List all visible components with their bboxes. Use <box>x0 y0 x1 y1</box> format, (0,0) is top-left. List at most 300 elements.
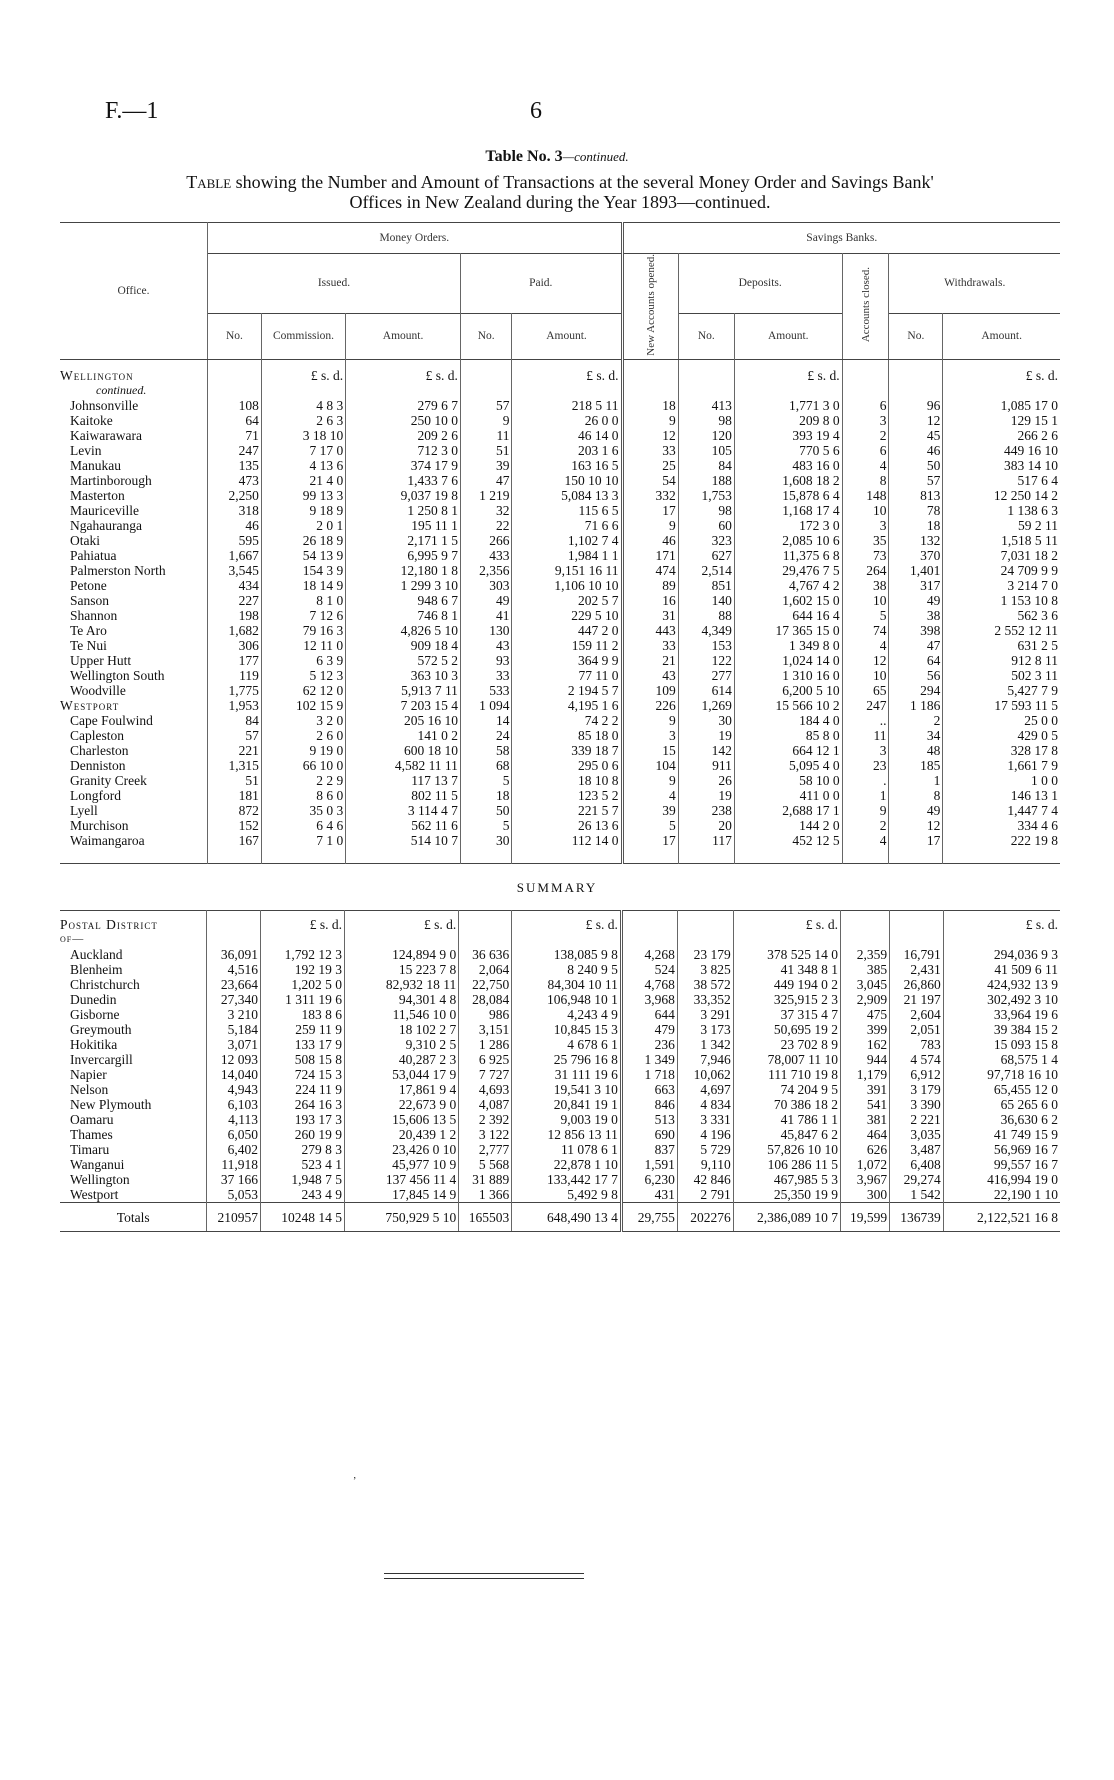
cell-d-no: 20 <box>678 818 734 833</box>
cell-closed: 247 <box>842 698 889 713</box>
cell-d-no: 3 173 <box>677 1022 733 1037</box>
cell-p-amt: 77 11 0 <box>512 668 622 683</box>
cell-w-no: 398 <box>889 623 943 638</box>
cell-c: 3 18 10 <box>261 428 345 443</box>
cell-d-amt: 25,350 19 9 <box>733 1187 840 1203</box>
office-name: Granity Creek <box>70 772 147 788</box>
cell-c: 8 1 0 <box>261 593 345 608</box>
summary-table-body <box>60 911 1060 1232</box>
col-issued: Issued. <box>208 254 461 314</box>
cell-i-no: 1,682 <box>208 623 262 638</box>
cell-w-no: 2,604 <box>890 1007 944 1022</box>
cell-d-amt: 6,200 5 10 <box>734 683 842 698</box>
cell-i-no: 4,113 <box>207 1112 261 1127</box>
office-name: Shannon <box>70 607 118 623</box>
table-row <box>60 803 1060 818</box>
cell-i-no: 181 <box>208 788 262 803</box>
cell-i-no: 1,953 <box>208 698 262 713</box>
cell-c: 4 8 3 <box>261 398 345 413</box>
cell-i-amt: 1 250 8 1 <box>346 503 461 518</box>
cell-d-no: 153 <box>678 638 734 653</box>
cell-d-no: 140 <box>678 593 734 608</box>
cell-d-amt: 70 386 18 2 <box>733 1097 840 1112</box>
cell-p-amt: 4,195 1 6 <box>512 698 622 713</box>
table-row <box>60 728 1060 743</box>
cell-w-no: 132 <box>889 533 943 548</box>
cell-new: 846 <box>621 1097 677 1112</box>
cell-d-no: 10,062 <box>677 1067 733 1082</box>
cell-d-no: 60 <box>678 518 734 533</box>
cell-d-amt: 1,602 15 0 <box>734 593 842 608</box>
cell-new: 524 <box>621 962 677 977</box>
cell-c: 5 12 3 <box>261 668 345 683</box>
cell-i-amt: 195 11 1 <box>346 518 461 533</box>
cell-c: 259 11 9 <box>261 1022 345 1037</box>
cell-c: 1,948 7 5 <box>261 1172 345 1187</box>
cell-w-no: 49 <box>889 593 943 608</box>
cell-i-no: 23,664 <box>207 977 261 992</box>
table-row <box>60 653 1060 668</box>
table-row <box>60 533 1060 548</box>
cell-new: 690 <box>621 1127 677 1142</box>
cell-i-no: 221 <box>208 743 262 758</box>
cell-new: 33 <box>622 443 678 458</box>
table-row <box>60 503 1060 518</box>
group-sub-row <box>60 383 1060 398</box>
cell-c: 2 0 1 <box>261 518 345 533</box>
cell-p-no: 3 122 <box>459 1127 512 1142</box>
cell-c: 183 8 6 <box>261 1007 345 1022</box>
cell-closed: 4 <box>842 833 889 848</box>
office-name: Wellington South <box>70 667 165 683</box>
office-name: Murchison <box>70 817 129 833</box>
cell-w-amt: 146 13 1 <box>943 788 1060 803</box>
cell-d-amt: 184 4 0 <box>734 713 842 728</box>
cell-w-no: 12 <box>889 818 943 833</box>
office-name: Greymouth <box>70 1022 132 1037</box>
cell-new: 15 <box>622 743 678 758</box>
cell-i-amt: 374 17 9 <box>346 458 461 473</box>
cell-p-amt: 229 5 10 <box>512 608 622 623</box>
cell-c: 243 4 9 <box>261 1187 345 1203</box>
cell-d-amt: 393 19 4 <box>734 428 842 443</box>
cell-i-no: 5,053 <box>207 1187 261 1203</box>
cell-i-amt: 141 0 2 <box>346 728 461 743</box>
office-name: Pahiatua <box>70 547 117 563</box>
cell-w-amt: 39 384 15 2 <box>943 1022 1060 1037</box>
cell-d-amt: 41 348 8 1 <box>733 962 840 977</box>
cell-w-no: 8 <box>889 788 943 803</box>
cell-d-amt: 17 365 15 0 <box>734 623 842 638</box>
cell-i-amt: 9,037 19 8 <box>346 488 461 503</box>
cell-i-amt: 82,932 18 11 <box>344 977 458 992</box>
cell-new: 1 718 <box>621 1067 677 1082</box>
col-deposits-amount: Amount. <box>734 313 842 359</box>
cell-w-no: 4 574 <box>890 1052 944 1067</box>
cell-new: 33 <box>622 638 678 653</box>
cell-p-no: 7 727 <box>459 1067 512 1082</box>
col-new-accounts <box>622 254 678 360</box>
cell-c: 508 15 8 <box>261 1052 345 1067</box>
cell-w-amt: 15 093 15 8 <box>943 1037 1060 1052</box>
cell-d-no: 26 <box>678 773 734 788</box>
cell-d-amt: 58 10 0 <box>734 773 842 788</box>
cell-p-no: 533 <box>460 683 512 698</box>
cell-i-no: 3,545 <box>208 563 262 578</box>
cell-d-no: 1,753 <box>678 488 734 503</box>
cell-c: 21 4 0 <box>261 473 345 488</box>
cell-new: 4,768 <box>621 977 677 992</box>
cell-w-no: 56 <box>889 668 943 683</box>
table-row <box>60 683 1060 698</box>
cell-c: 224 11 9 <box>261 1082 345 1097</box>
office-name: Otaki <box>70 532 100 548</box>
table-subtitle <box>60 172 1060 212</box>
cell-d-amt: 378 525 14 0 <box>733 947 840 962</box>
office-name: Manukau <box>70 457 121 473</box>
cell-i-amt: 9,310 2 5 <box>344 1037 458 1052</box>
cell-c: 54 13 9 <box>261 548 345 563</box>
cell-i-no: 57 <box>208 728 262 743</box>
cell-d-amt: 37 315 4 7 <box>733 1007 840 1022</box>
cell-w-no: 48 <box>889 743 943 758</box>
cell-p-no: 24 <box>460 728 512 743</box>
col-paid-no: No. <box>460 313 512 359</box>
cell-i-amt: 205 16 10 <box>346 713 461 728</box>
cell-c: 2 2 9 <box>261 773 345 788</box>
cell-d-amt: 644 16 4 <box>734 608 842 623</box>
cell-i-no: 36,091 <box>207 947 261 962</box>
table-row <box>60 1127 1060 1142</box>
office-name: Petone <box>70 577 107 593</box>
cell-d-no: 98 <box>678 503 734 518</box>
table-row <box>60 758 1060 773</box>
cell-p-no: 18 <box>460 788 512 803</box>
office-name: Blenheim <box>70 962 123 977</box>
cell-i-amt: 15,606 13 5 <box>344 1112 458 1127</box>
office-name: Ngahauranga <box>70 517 142 533</box>
cell-w-no: 317 <box>889 578 943 593</box>
cell-closed: .. <box>842 713 889 728</box>
cell-w-amt: 65,455 12 0 <box>943 1082 1060 1097</box>
cell-c: 6 4 6 <box>261 818 345 833</box>
cell-w-amt: 222 19 8 <box>943 833 1060 848</box>
cell-new: 12 <box>622 428 678 443</box>
cell-d-no: 5 729 <box>677 1142 733 1157</box>
cell-i-amt: 22,673 9 0 <box>344 1097 458 1112</box>
cell-d-amt: 1,608 18 2 <box>734 473 842 488</box>
cell-d-no: 84 <box>678 458 734 473</box>
group-name: Wellington <box>60 367 134 383</box>
cell-closed: 73 <box>842 548 889 563</box>
cell-w-amt: 383 14 10 <box>943 458 1060 473</box>
office-name: Te Nui <box>70 637 107 653</box>
cell-p-amt: 221 5 7 <box>512 803 622 818</box>
cell-d-amt: 172 3 0 <box>734 518 842 533</box>
cell-w-amt: 97,718 16 10 <box>943 1067 1060 1082</box>
cell-i-no: 306 <box>208 638 262 653</box>
cell-p-amt: 71 6 6 <box>512 518 622 533</box>
cell-p-no: 41 <box>460 608 512 623</box>
cell-i-amt: 12,180 1 8 <box>346 563 461 578</box>
cell-d-amt: 209 8 0 <box>734 413 842 428</box>
cell-new: 474 <box>622 563 678 578</box>
cell-p-no: 22 <box>460 518 512 533</box>
cell-new: 9 <box>622 713 678 728</box>
cell-p-no: 36 636 <box>459 947 512 962</box>
cell-w-amt: 17 593 11 5 <box>943 698 1060 713</box>
cell-p-no: 30 <box>460 833 512 848</box>
cell-w-no: 2,051 <box>890 1022 944 1037</box>
cell-d-amt: 2,688 17 1 <box>734 803 842 818</box>
table-row <box>60 623 1060 638</box>
cell-new: 171 <box>622 548 678 563</box>
summary-sub-row <box>60 932 1060 947</box>
cell-w-amt: 266 2 6 <box>943 428 1060 443</box>
cell-d-no: 105 <box>678 443 734 458</box>
cell-d-no: 188 <box>678 473 734 488</box>
cell-d-no: 30 <box>678 713 734 728</box>
office-name: Kaiwarawara <box>70 427 142 443</box>
col-withdrawals-amount: Amount. <box>943 313 1060 359</box>
cell-c: 62 12 0 <box>261 683 345 698</box>
cell-d-no: 88 <box>678 608 734 623</box>
cell-p-no: 9 <box>460 413 512 428</box>
cell-i-no: 11,918 <box>207 1157 261 1172</box>
cell-closed: 38 <box>842 578 889 593</box>
cell-i-amt: 948 6 7 <box>346 593 461 608</box>
accounts-closed-label: Accounts closed. <box>859 267 872 343</box>
cell-c: 4 13 6 <box>261 458 345 473</box>
total-closed: 19,599 <box>841 1203 890 1232</box>
cell-p-no: 6 925 <box>459 1052 512 1067</box>
cell-p-no: 4,087 <box>459 1097 512 1112</box>
cell-i-amt: 1,433 7 6 <box>346 473 461 488</box>
cell-i-no: 6,402 <box>207 1142 261 1157</box>
table-row <box>60 713 1060 728</box>
office-name: Palmerston North <box>70 562 166 578</box>
cell-closed: 2,909 <box>841 992 890 1007</box>
cell-d-amt: 106 286 11 5 <box>733 1157 840 1172</box>
table-title-main: Table No. 3 <box>485 148 563 165</box>
summary-caption: SUMMARY <box>516 880 598 895</box>
cell-closed: 23 <box>842 758 889 773</box>
cell-i-amt: 1 299 3 10 <box>346 578 461 593</box>
cell-i-amt: 11,546 10 0 <box>344 1007 458 1022</box>
cell-p-amt: 339 18 7 <box>512 743 622 758</box>
cell-closed: 300 <box>841 1187 890 1203</box>
cell-closed: 8 <box>842 473 889 488</box>
cell-p-amt: 74 2 2 <box>512 713 622 728</box>
cell-c: 192 19 3 <box>261 962 345 977</box>
cell-i-no: 4,516 <box>207 962 261 977</box>
cell-d-amt: 467,985 5 3 <box>733 1172 840 1187</box>
table-row <box>60 563 1060 578</box>
cell-p-amt: 138,085 9 8 <box>512 947 622 962</box>
col-deposits: Deposits. <box>678 254 842 314</box>
office-name: Capleston <box>70 727 124 743</box>
cell-p-no: 2 392 <box>459 1112 512 1127</box>
cell-d-no: 19 <box>678 728 734 743</box>
cell-w-amt: 24 709 9 9 <box>943 563 1060 578</box>
cell-i-amt: 40,287 2 3 <box>344 1052 458 1067</box>
cell-p-amt: 202 5 7 <box>512 593 622 608</box>
cell-i-amt: 514 10 7 <box>346 833 461 848</box>
total-new: 29,755 <box>621 1203 677 1232</box>
cell-w-no: 57 <box>889 473 943 488</box>
cell-d-no: 120 <box>678 428 734 443</box>
cell-d-amt: 1,168 17 4 <box>734 503 842 518</box>
cell-i-amt: 5,913 7 11 <box>346 683 461 698</box>
cell-d-no: 122 <box>678 653 734 668</box>
office-name: New Plymouth <box>70 1097 152 1112</box>
cell-d-amt: 29,476 7 5 <box>734 563 842 578</box>
office-name: Levin <box>70 442 102 458</box>
cell-p-no: 1 094 <box>460 698 512 713</box>
col-commission: Commission. <box>261 313 345 359</box>
cell-closed: 12 <box>842 653 889 668</box>
cell-new: 1,591 <box>621 1157 677 1172</box>
cell-w-amt: 7,031 18 2 <box>943 548 1060 563</box>
cell-i-amt: 23,426 0 10 <box>344 1142 458 1157</box>
cell-d-no: 1 342 <box>677 1037 733 1052</box>
cell-c: 3 2 0 <box>261 713 345 728</box>
cell-closed: 3,967 <box>841 1172 890 1187</box>
cell-w-no: 38 <box>889 608 943 623</box>
cell-p-no: 2,356 <box>460 563 512 578</box>
summary-header-row <box>60 911 1060 933</box>
cell-p-amt: 1,984 1 1 <box>512 548 622 563</box>
cell-new: 18 <box>622 398 678 413</box>
lsd-header: £ s. d. <box>512 359 622 383</box>
cell-i-amt: 746 8 1 <box>346 608 461 623</box>
main-table <box>60 222 1060 864</box>
cell-closed: 541 <box>841 1097 890 1112</box>
cell-closed: 944 <box>841 1052 890 1067</box>
cell-i-no: 198 <box>208 608 262 623</box>
cell-w-no: 3 179 <box>890 1082 944 1097</box>
cell-c: 12 11 0 <box>261 638 345 653</box>
cell-w-amt: 1 153 10 8 <box>943 593 1060 608</box>
cell-new: 9 <box>622 518 678 533</box>
cell-d-no: 98 <box>678 413 734 428</box>
cell-new: 31 <box>622 608 678 623</box>
table-row <box>60 638 1060 653</box>
cell-w-no: 370 <box>889 548 943 563</box>
cell-i-no: 3,071 <box>207 1037 261 1052</box>
cell-p-amt: 203 1 6 <box>512 443 622 458</box>
cell-d-no: 851 <box>678 578 734 593</box>
office-name: Wellington <box>70 1172 130 1187</box>
footer-rule <box>384 1578 584 1579</box>
lsd-header: £ s. d. <box>943 911 1060 933</box>
office-name: Auckland <box>70 947 123 962</box>
table-row <box>60 698 1060 713</box>
totals-label: Totals <box>60 1203 207 1232</box>
cell-w-no: 12 <box>889 413 943 428</box>
cell-p-amt: 5,084 13 3 <box>512 488 622 503</box>
cell-d-amt: 4,767 4 2 <box>734 578 842 593</box>
lsd-header: £ s. d. <box>346 359 461 383</box>
office-name: Invercargill <box>70 1052 133 1067</box>
cell-w-amt: 65 265 6 0 <box>943 1097 1060 1112</box>
cell-d-amt: 325,915 2 3 <box>733 992 840 1007</box>
cell-d-no: 4,349 <box>678 623 734 638</box>
cell-d-amt: 144 2 0 <box>734 818 842 833</box>
cell-closed: 2 <box>842 428 889 443</box>
lsd-header: £ s. d. <box>261 911 345 933</box>
totals-row <box>60 1203 1060 1232</box>
cell-p-amt: 26 13 6 <box>512 818 622 833</box>
cell-new: 16 <box>622 593 678 608</box>
cell-new: 9 <box>622 413 678 428</box>
cell-c: 193 17 3 <box>261 1112 345 1127</box>
cell-w-no: 29,274 <box>890 1172 944 1187</box>
total-w-amt: 2,122,521 16 8 <box>943 1203 1060 1232</box>
cell-d-amt: 1,024 14 0 <box>734 653 842 668</box>
cell-i-amt: 53,044 17 9 <box>344 1067 458 1082</box>
cell-p-no: 433 <box>460 548 512 563</box>
cell-closed: 464 <box>841 1127 890 1142</box>
cell-d-amt: 78,007 11 10 <box>733 1052 840 1067</box>
cell-i-amt: 712 3 0 <box>346 443 461 458</box>
cell-i-amt: 45,977 10 9 <box>344 1157 458 1172</box>
cell-p-amt: 447 2 0 <box>512 623 622 638</box>
table-row <box>60 1097 1060 1112</box>
cell-p-amt: 218 5 11 <box>512 398 622 413</box>
cell-new: 89 <box>622 578 678 593</box>
cell-p-amt: 46 14 0 <box>512 428 622 443</box>
cell-w-no: 49 <box>889 803 943 818</box>
cell-w-amt: 2 552 12 11 <box>943 623 1060 638</box>
cell-new: 837 <box>621 1142 677 1157</box>
cell-closed: 3,045 <box>841 977 890 992</box>
total-d-no: 202276 <box>677 1203 733 1232</box>
cell-i-no: 1,315 <box>208 758 262 773</box>
cell-i-no: 14,040 <box>207 1067 261 1082</box>
cell-new: 332 <box>622 488 678 503</box>
cell-p-amt: 11 078 6 1 <box>512 1142 622 1157</box>
cell-new: 43 <box>622 668 678 683</box>
cell-c: 2 6 0 <box>261 728 345 743</box>
cell-d-amt: 11,375 6 8 <box>734 548 842 563</box>
cell-w-amt: 68,575 1 4 <box>943 1052 1060 1067</box>
cell-d-no: 614 <box>678 683 734 698</box>
cell-i-amt: 209 2 6 <box>346 428 461 443</box>
cell-closed: 3 <box>842 518 889 533</box>
cell-w-no: 3,487 <box>890 1142 944 1157</box>
cell-closed: 5 <box>842 608 889 623</box>
cell-p-no: 1 366 <box>459 1187 512 1203</box>
cell-i-amt: 17,845 14 9 <box>344 1187 458 1203</box>
cell-d-no: 9,110 <box>677 1157 733 1172</box>
office-name: Westport <box>60 697 120 713</box>
cell-d-no: 4,697 <box>677 1082 733 1097</box>
cell-d-no: 413 <box>678 398 734 413</box>
cell-w-amt: 56,969 16 7 <box>943 1142 1060 1157</box>
cell-p-no: 39 <box>460 458 512 473</box>
cell-d-amt: 483 16 0 <box>734 458 842 473</box>
cell-d-no: 238 <box>678 803 734 818</box>
cell-d-amt: 15,878 6 4 <box>734 488 842 503</box>
col-withdrawals: Withdrawals. <box>889 254 1060 314</box>
col-paid-amount: Amount. <box>512 313 622 359</box>
cell-c: 8 6 0 <box>261 788 345 803</box>
cell-w-amt: 41 749 15 9 <box>943 1127 1060 1142</box>
lsd-header: £ s. d. <box>261 359 345 383</box>
table-row <box>60 668 1060 683</box>
cell-w-amt: 429 0 5 <box>943 728 1060 743</box>
